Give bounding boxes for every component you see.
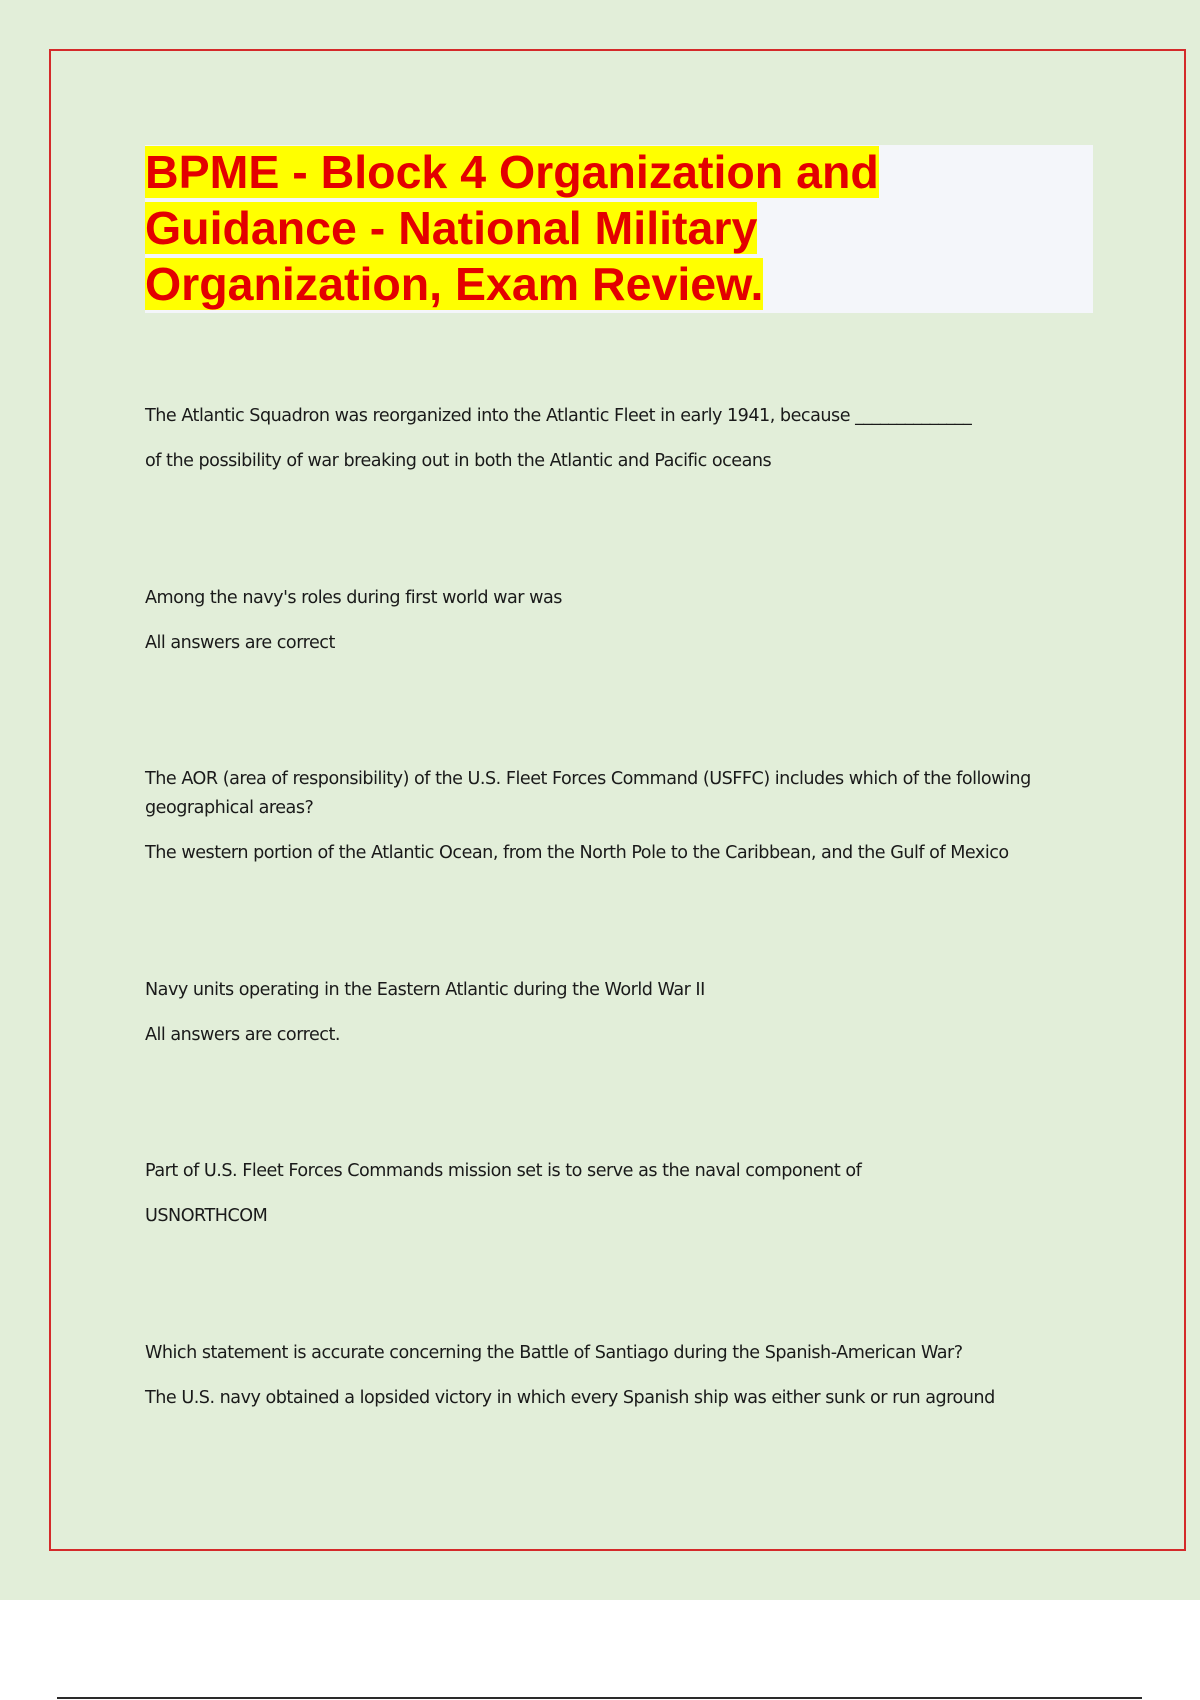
answer-text: The U.S. navy obtained a lopsided victory in which every Spanish ship was either sunk or run aground (145, 1388, 995, 1408)
question-text: Among the navy's roles during first world war was (145, 588, 562, 608)
document-title (145, 144, 945, 312)
question-text: Navy units operating in the Eastern Atlantic during the World War II (145, 980, 705, 1000)
qa-item-2 (145, 584, 1105, 658)
title-highlight: BPME - Block 4 Organization and Guidance - National Military Organization, Exam Review. (145, 146, 879, 310)
answer-text: All answers are correct. (145, 1025, 340, 1045)
answer-text: All answers are correct (145, 633, 335, 653)
qa-item-4 (145, 976, 1105, 1050)
qa-item-5 (145, 1157, 1105, 1231)
answer-text: of the possibility of war breaking out in both the Atlantic and Pacific oceans (145, 451, 772, 471)
question-text: Which statement is accurate concerning the Battle of Santiago during the Spanish-American War? (145, 1343, 963, 1363)
qa-item-1 (145, 402, 1105, 476)
question-text: The Atlantic Squadron was reorganized into the Atlantic Fleet in early 1941, because ______________ (145, 406, 972, 426)
question-text: Part of U.S. Fleet Forces Commands mission set is to serve as the naval component of (145, 1161, 862, 1181)
answer-text: USNORTHCOM (145, 1206, 268, 1226)
qa-item-6 (145, 1339, 1105, 1413)
qa-item-3 (145, 765, 1105, 868)
answer-text: The western portion of the Atlantic Ocean, from the North Pole to the Caribbean, and the Gulf of Mexico (145, 843, 1009, 863)
footer-divider (57, 1697, 1142, 1699)
question-text: The AOR (area of responsibility) of the U.S. Fleet Forces Command (USFFC) includes which of the following geographical areas? (145, 769, 1031, 818)
